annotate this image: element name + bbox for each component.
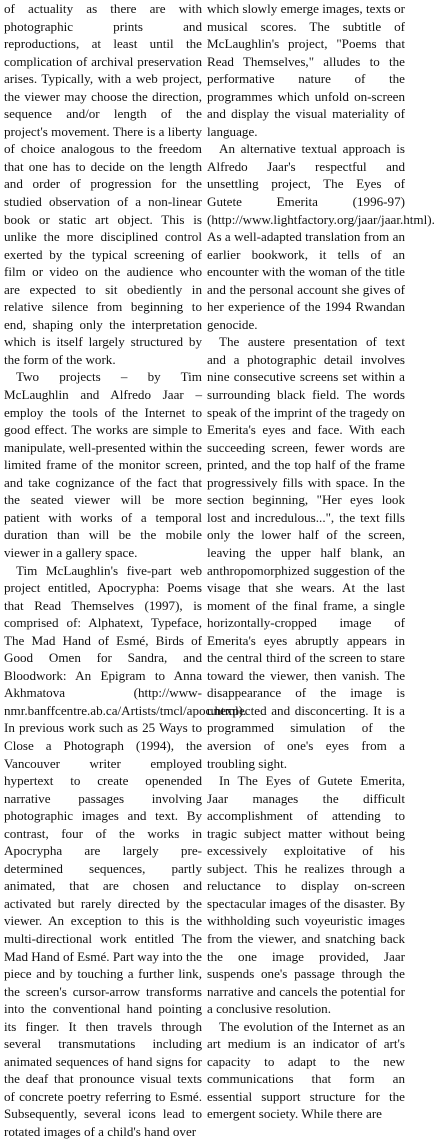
paragraph: The austere presentation of text and a photographic detail involves nine consecutive screens set within a surrounding black field. The words speak of the imprint of the tragedy on Emerita's eyes and face. With each succeeding screen, fewer words are printed, and the top half of the frame progressively fills with space. In the section beginning, "Her eyes look lost and incredulous...", the text fills only the lower half of the screen, leaving the upper half blank, an anthropomorphized suggestion of the visage that she wears. At the last moment of the final frame, a single horizontally-cropped image of Emerita's eyes abruptly appears in the central third of the screen to stare toward the viewer, then vanish. The disappearance of the image is unexpected and disconcerting. It is a programmed simulation of the aversion of one's eyes from a troubling sight. [207,334,405,771]
paragraph: of actuality as there are with photographic prints and reproductions, at least until the complication of archival preservation arises. Typically, with a web project, the viewer may choose the direction, sequence and/or length of the project's movement. There is a liberty of choice analogous to the freedom that one has to decide on the length and order of progression for the studied observation of a non-linear book or static art object. This is unlike the more disciplined control exerted by the typical screening of film or video on the audience who are expected to sit obediently in relative silence from beginning to end, shaping only the interpretation which is itself largely structured by the form of the work. [4,1,202,367]
paragraph: The evolution of the Internet as an art medium is an indicator of art's capacity to adapt to the new communications that form an essential support structure for the emergent society. While there are [207,1018,405,1122]
article-page [4,0,435,1139]
paragraph: Tim McLaughlin's five-part web project entitled, Apocrypha: Poems that Read Themselves (1997), is comprised of: Alphatext, Typeface, The Mad Hand of Esmé, Birds of Good Omen for Sandra, and Bloodwork: An Epigram to Anna Akhmatova (http://www-nmr.banffcentre.ab.ca/Artists/tmcl/apoc.html). In previous work such as 25 Ways to Close a Photograph (1994), the Vancouver writer employed hypertext to create openended narrative passages involving photographic images and text. By contrast, four of the works in Apocrypha are largely pre-determined sequences, partly animated, that are chosen and activated but rarely directed by the viewer. An exception to this is the multi-directional work entitled The Mad Hand of Esmé. Part way into the piece and by touching a further link, the screen's cursor-arrow transforms into the conventional hand pointing its finger. It then travels through several transmutations including animated sequences of hand signs for the deaf that pronounce visual texts of concrete poetry referring to Esmé. Subsequently, several icons lead to rotated images of a child's hand over [4,562,247,1139]
right-column [207,0,435,1122]
paragraph: which slowly emerge images, texts or musical scores. The subtitle of McLaughlin's project, "Poems that Read Themselves," alludes to the performative nature of the programmes which unfold on-screen and display the visual materiality of language. [207,1,405,139]
left-column [4,0,247,1139]
paragraph: Two projects – by Tim McLaughlin and Alfredo Jaar – employ the tools of the Internet to good effect. The works are simple to manipulate, well-presented within the limited frame of the monitor screen, and take cognizance of the fact that the seated viewer will be more patient with works of a temporal duration than will be the mobile viewer in a gallery space. [4,369,202,560]
paragraph: In The Eyes of Gutete Emerita, Jaar manages the difficult accomplishment of attending to tragic subject matter without being excessively exploitative of his subject. This he realizes through a reluctance to display on-screen spectacular images of the disaster. By withholding such voyeuristic images from the viewer, and snatching back the one image provided, Jaar suspends one's passage through the narrative and cancels the potential for a conclusive resolution. [207,773,405,1017]
paragraph: An alternative textual approach is Alfredo Jaar's respectful and unsettling project, The Eyes of Gutete Emerita (1996-97) (http://www.lightfactory.org/jaar/jaar.html). As a well-adapted translation from an earlier bookwork, it tells of an encounter with the woman of the title and the personal account she gives of her experience of the 1994 Rwandan genocide. [207,141,435,332]
